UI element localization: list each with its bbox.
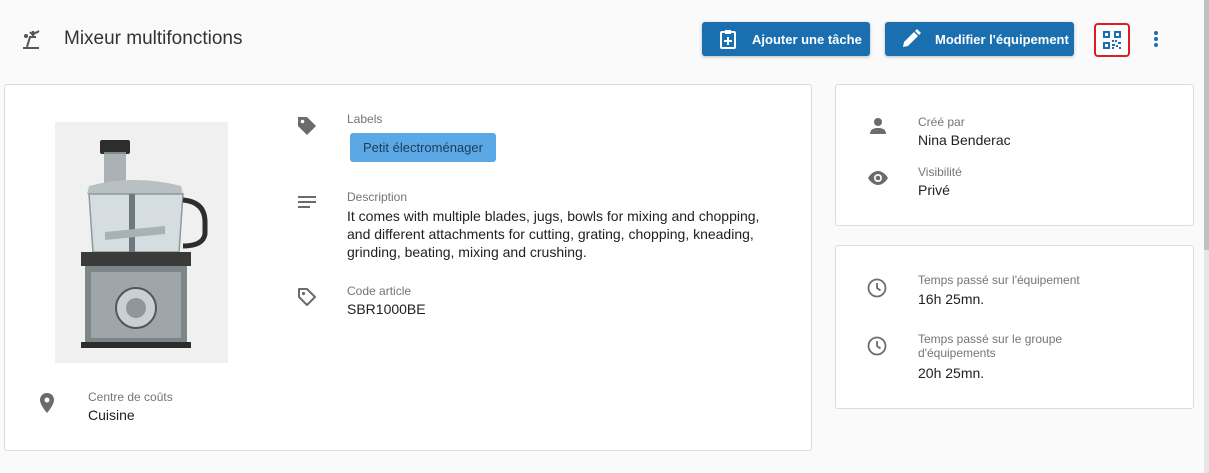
tag-icon <box>295 114 319 138</box>
clock-icon <box>865 276 889 300</box>
group-time-label: Temps passé sur le groupe d'équipements <box>918 332 1063 360</box>
edit-equipment-label: Modifier l'équipement <box>935 31 1069 47</box>
description-value: It comes with multiple blades, jugs, bowls for mixing and chopping, and different attachments for cutting, grating, chopping, kneading, grinding, beating, mixing and crushing. <box>347 208 760 260</box>
description-icon <box>295 190 319 214</box>
labels-label: Labels <box>347 112 383 126</box>
equipment-icon <box>20 28 42 50</box>
clock-icon <box>865 334 889 358</box>
qr-code-button[interactable] <box>1094 23 1130 57</box>
info-card <box>835 84 1194 226</box>
eye-icon <box>866 166 890 190</box>
scrollbar-thumb[interactable] <box>1204 0 1209 250</box>
time-spent-card <box>835 245 1194 409</box>
group-time-value: 20h 25mn. <box>918 365 985 381</box>
cost-center-value: Cuisine <box>88 407 135 423</box>
person-icon <box>866 114 890 138</box>
label-outline-icon <box>295 285 319 309</box>
equipment-time-label: Temps passé sur l'équipement <box>918 273 1080 287</box>
visibility-value: Privé <box>918 182 950 198</box>
description-label: Description <box>347 190 408 204</box>
pencil-icon <box>901 29 921 49</box>
edit-equipment-button[interactable] <box>885 22 1074 56</box>
equipment-details-card <box>4 84 812 451</box>
product-image <box>55 122 228 363</box>
page-title: Mixeur multifonctions <box>64 28 243 49</box>
cost-center-label: Centre de coûts <box>88 390 173 404</box>
created-by-value: Nina Benderac <box>918 132 1011 148</box>
qr-code-icon <box>1103 31 1121 49</box>
equipment-time-value: 16h 25mn. <box>918 291 985 307</box>
article-code-label: Code article <box>347 284 412 298</box>
task-add-icon <box>718 29 738 49</box>
visibility-label: Visibilité <box>918 165 962 179</box>
add-task-button[interactable] <box>702 22 870 56</box>
article-code-value: SBR1000BE <box>347 301 426 317</box>
add-task-label: Ajouter une tâche <box>752 31 862 47</box>
page-header <box>0 0 1209 78</box>
label-chip[interactable]: Petit électroménager <box>350 133 496 162</box>
more-options-button[interactable] <box>1146 27 1166 51</box>
created-by-label: Créé par <box>918 115 965 129</box>
more-vert-icon <box>1153 30 1159 48</box>
location-pin-icon <box>35 391 59 415</box>
